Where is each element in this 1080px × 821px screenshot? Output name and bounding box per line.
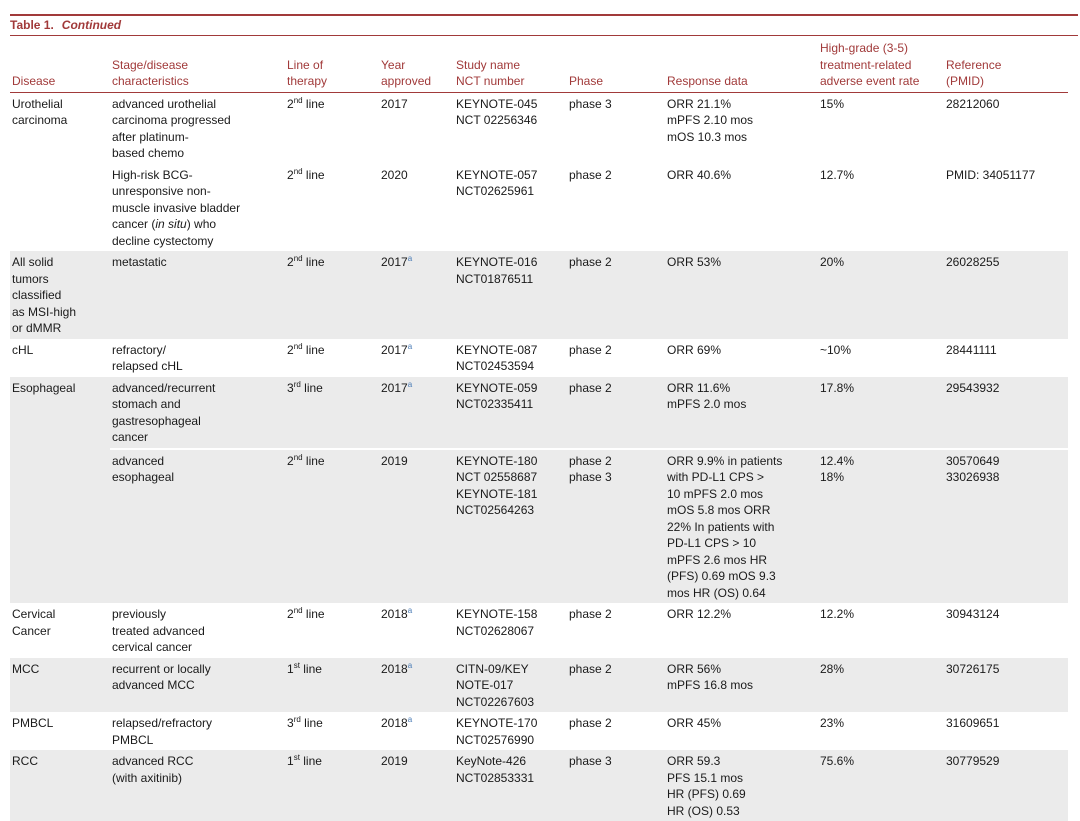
cell-year: 2019 bbox=[379, 750, 454, 821]
cell-study: KEYNOTE-045 NCT 02256346 bbox=[456, 96, 538, 127]
cell-line: 3rd line bbox=[285, 377, 379, 449]
cell-response: ORR 40.6% bbox=[667, 167, 732, 182]
drug-approvals-table bbox=[10, 36, 1068, 821]
header-response: Response data bbox=[665, 36, 818, 92]
cell-ae: 15% bbox=[820, 96, 845, 111]
cell-response: ORR 53% bbox=[665, 251, 818, 339]
cell-ref: 28212060 bbox=[946, 96, 1000, 111]
cell-response: ORR 59.3 PFS 15.1 mos HR (PFS) 0.69 HR (OS) 0.53 bbox=[665, 750, 818, 821]
header-ae: High-grade (3-5) treatment-related adverse event rate bbox=[818, 36, 944, 92]
table-caption-continued: Continued bbox=[61, 18, 122, 32]
cell-phase: phase 2 bbox=[567, 251, 665, 339]
table-page bbox=[10, 0, 1078, 821]
cell-ref: 30570649 33026938 bbox=[944, 449, 1068, 604]
cell-study: KEYNOTE-170 NCT02576990 bbox=[456, 716, 538, 747]
table-row bbox=[10, 603, 1068, 658]
cell-study: CITN-09/KEY NOTE-017 NCT02267603 bbox=[454, 658, 567, 713]
table-row bbox=[10, 658, 1068, 713]
cell-year: 2020 bbox=[381, 167, 408, 182]
cell-disease: MCC bbox=[10, 658, 110, 713]
cell-line: 2nd line bbox=[287, 341, 325, 357]
table-row bbox=[10, 377, 1068, 449]
footnote-marker: a bbox=[407, 379, 413, 389]
cell-response: ORR 45% bbox=[667, 716, 722, 730]
header-ref: Reference (PMID) bbox=[944, 36, 1068, 92]
cell-study: KEYNOTE-059 NCT02335411 bbox=[454, 377, 567, 449]
cell-phase: phase 2 bbox=[567, 658, 665, 713]
cell-year: 2017$^a$ bbox=[381, 341, 413, 357]
table-caption bbox=[10, 14, 1078, 36]
cell-study: KEYNOTE-057 NCT02625961 bbox=[456, 167, 538, 198]
cell-phase: phase 2 bbox=[567, 377, 665, 449]
header-study: Study name NCT number bbox=[454, 36, 567, 92]
cell-ae: 12.7% bbox=[820, 167, 855, 182]
cell-phase: phase 3 bbox=[569, 96, 612, 111]
cell-disease: Urothelial carcinoma bbox=[12, 96, 68, 127]
cell-ref: PMID: 34051177 bbox=[946, 167, 1036, 182]
cell-year: 2017 bbox=[381, 96, 408, 111]
cell-response: ORR 11.6% mPFS 2.0 mos bbox=[665, 377, 818, 449]
footnote-marker: a bbox=[407, 715, 413, 724]
header-row bbox=[10, 36, 1068, 92]
table-caption-label: Table 1. bbox=[10, 18, 54, 32]
table-row bbox=[10, 750, 1068, 821]
cell-line: 2nd line bbox=[287, 166, 325, 182]
cell-line: 2nd line bbox=[287, 95, 325, 111]
cell-ref: 30779529 bbox=[944, 750, 1068, 821]
cell-stage: advanced RCC (with axitinib) bbox=[110, 750, 285, 821]
cell-stage: advanced esophageal bbox=[110, 449, 285, 604]
cell-disease: Esophageal bbox=[10, 377, 110, 604]
table-row bbox=[10, 712, 1068, 750]
cell-line: 1st line bbox=[285, 658, 379, 713]
cell-year: 2018$^a$ bbox=[381, 606, 413, 621]
cell-year: 2019 bbox=[379, 449, 454, 604]
cell-ae: 23% bbox=[820, 716, 845, 730]
cell-ae: 20% bbox=[818, 251, 944, 339]
cell-disease: All solid tumors classified as MSI-high or dMMR bbox=[10, 251, 110, 339]
cell-ref: 26028255 bbox=[944, 251, 1068, 339]
table-row bbox=[10, 449, 1068, 604]
cell-study: KEYNOTE-180 NCT 02558687 KEYNOTE-181 NCT02564263 bbox=[454, 449, 567, 604]
cell-ref: 30943124 bbox=[946, 607, 1000, 621]
cell-disease: cHL bbox=[12, 342, 34, 357]
cell-ae: 17.8% bbox=[818, 377, 944, 449]
cell-ae: 12.4% 18% bbox=[818, 449, 944, 604]
cell-phase: phase 2 bbox=[569, 167, 612, 182]
cell-ref: 28441111 bbox=[946, 342, 997, 357]
cell-response: ORR 12.2% bbox=[667, 607, 732, 621]
table-row bbox=[10, 92, 1068, 164]
header-year: Year approved bbox=[379, 36, 454, 92]
cell-phase: phase 2 bbox=[569, 342, 612, 357]
footnote-marker: a bbox=[407, 254, 413, 263]
cell-year: 2017$^a$ bbox=[379, 251, 454, 339]
cell-study: KEYNOTE-016 NCT01876511 bbox=[454, 251, 567, 339]
cell-stage: recurrent or locally advanced MCC bbox=[110, 658, 285, 713]
cell-phase: phase 3 bbox=[567, 750, 665, 821]
cell-disease: RCC bbox=[10, 750, 110, 821]
cell-response: ORR 69% bbox=[667, 342, 722, 357]
cell-ae: ~10% bbox=[820, 342, 852, 357]
cell-ref: 31609651 bbox=[946, 716, 1000, 730]
cell-year: 2017$^a$ bbox=[379, 377, 454, 449]
footnote-marker: a bbox=[407, 660, 413, 670]
header-line: Line of therapy bbox=[285, 36, 379, 92]
cell-line: 3rd line bbox=[287, 715, 323, 730]
table-row bbox=[10, 164, 1068, 252]
cell-line: 2nd line bbox=[287, 606, 325, 621]
cell-stage: refractory/ relapsed cHL bbox=[112, 342, 183, 373]
cell-study: KeyNote-426 NCT02853331 bbox=[454, 750, 567, 821]
footnote-marker: a bbox=[407, 341, 413, 351]
cell-year: 2018$^a$ bbox=[379, 658, 454, 713]
cell-stage: relapsed/refractory PMBCL bbox=[112, 716, 213, 747]
cell-line: 1st line bbox=[285, 750, 379, 821]
cell-response: ORR 56% mPFS 16.8 mos bbox=[665, 658, 818, 713]
footnote-marker: a bbox=[407, 606, 413, 615]
cell-study: KEYNOTE-087 NCT02453594 bbox=[456, 342, 538, 373]
cell-study: KEYNOTE-158 NCT02628067 bbox=[456, 607, 538, 638]
cell-response: ORR 9.9% in patients with PD-L1 CPS > 10 mPFS 2.0 mos mOS 5.8 mos ORR 22% In patients with PD-L1 CPS > 10 mPFS 2.6 mos HR (PFS) 0.69 mOS 9.3 mos HR (OS) 0.64 bbox=[665, 449, 818, 604]
cell-disease: PMBCL bbox=[12, 716, 54, 730]
table-row bbox=[10, 251, 1068, 339]
cell-ae: 12.2% bbox=[820, 607, 855, 621]
cell-ref: 30726175 bbox=[944, 658, 1068, 713]
cell-disease: Cervical Cancer bbox=[12, 607, 56, 638]
cell-year: 2018$^a$ bbox=[381, 715, 413, 730]
cell-phase: phase 2 phase 3 bbox=[567, 449, 665, 604]
cell-ref: 29543932 bbox=[944, 377, 1068, 449]
header-phase: Phase bbox=[567, 36, 665, 92]
cell-stage: previously treated advanced cervical cancer bbox=[112, 607, 205, 654]
cell-stage: High-risk BCG- unresponsive non- muscle invasive bladder cancer (in situ) who decline cystectomy bbox=[112, 167, 241, 248]
cell-phase: phase 2 bbox=[569, 716, 612, 730]
header-disease: Disease bbox=[10, 36, 110, 92]
cell-stage: advanced urothelial carcinoma progressed after platinum- based chemo bbox=[112, 96, 231, 160]
cell-phase: phase 2 bbox=[569, 607, 612, 621]
cell-ae: 75.6% bbox=[818, 750, 944, 821]
cell-line: 2nd line bbox=[285, 449, 379, 604]
cell-stage: advanced/recurrent stomach and gastresophageal cancer bbox=[110, 377, 285, 449]
header-stage: Stage/disease characteristics bbox=[110, 36, 285, 92]
cell-ae: 28% bbox=[818, 658, 944, 713]
cell-stage: metastatic bbox=[110, 251, 285, 339]
cell-response: ORR 21.1% mPFS 2.10 mos mOS 10.3 mos bbox=[667, 96, 754, 144]
cell-line: 2nd line bbox=[285, 251, 379, 339]
table-row bbox=[10, 339, 1068, 377]
